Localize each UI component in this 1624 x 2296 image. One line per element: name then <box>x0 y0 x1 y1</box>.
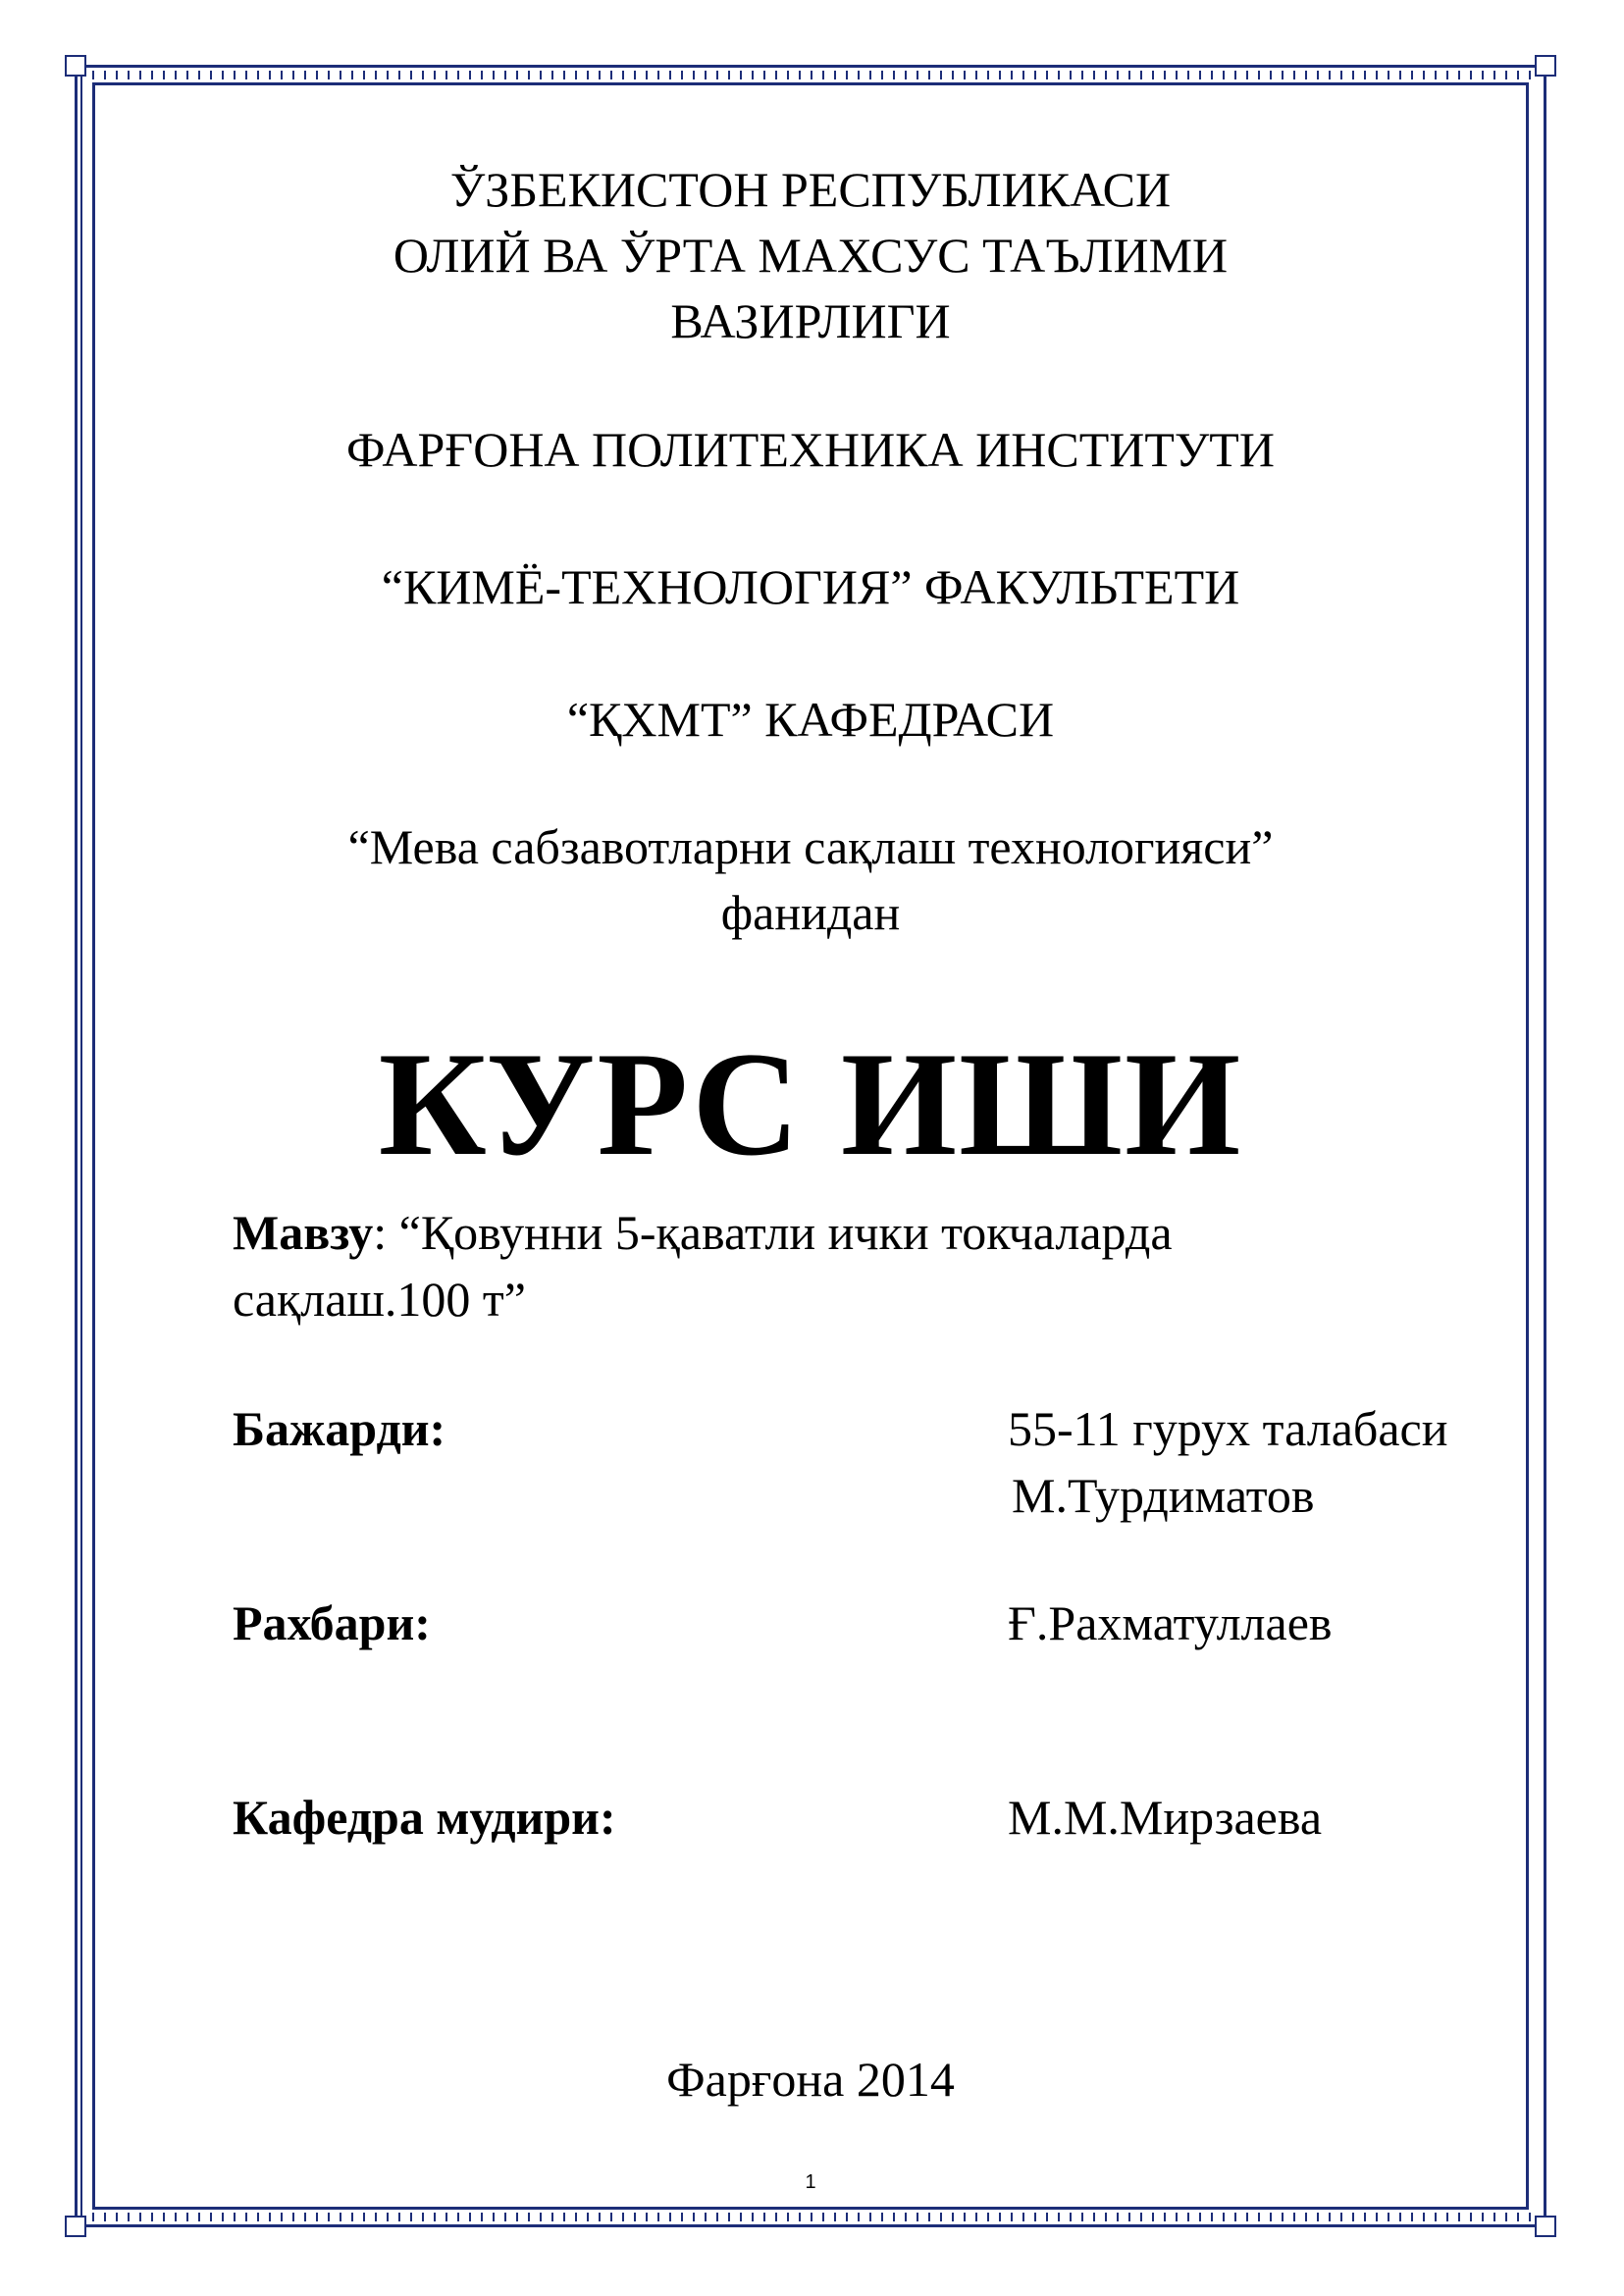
subject-block <box>92 814 1529 946</box>
topic-text-line-2: сақлаш.100 т” <box>233 1272 526 1327</box>
subject-suffix: фанидан <box>720 885 901 940</box>
head-of-department-label: Кафедра мудири: <box>233 1790 616 1845</box>
city-year: Фарғона 2014 <box>666 2052 955 2107</box>
performed-label: Бажарди: <box>233 1401 446 1456</box>
ministry-line-3: ВАЗИРЛИГИ <box>670 293 951 348</box>
head-of-department-name: М.М.Мирзаева <box>1008 1790 1323 1845</box>
ministry-header <box>92 157 1529 354</box>
faculty-name: “КИМЁ-ТЕХНОЛОГИЯ” ФАКУЛЬТЕТИ <box>381 559 1240 614</box>
page-number: 1 <box>805 2171 816 2193</box>
supervisor-label: Рахбари: <box>233 1595 431 1650</box>
department-name: “ҚХМТ” КАФЕДРАСИ <box>566 692 1055 747</box>
performed-student-name: М.Турдиматов <box>1012 1468 1315 1523</box>
topic-label: Мавзу <box>233 1205 374 1260</box>
institute-name: ФАРҒОНА ПОЛИТЕХНИКА ИНСТИТУТИ <box>346 422 1275 477</box>
subject-name: “Мева сабзавотларни сақлаш технологияси” <box>347 819 1274 874</box>
frame-corner-bottom-right <box>1535 2216 1556 2237</box>
performed-group: 55-11 гурух талабаси <box>1008 1401 1448 1456</box>
frame-corner-top-left <box>65 55 86 77</box>
frame-corner-top-right <box>1535 55 1556 77</box>
topic-text-line-1: : “Қовунни 5-қаватли ички токчаларда <box>373 1205 1173 1260</box>
ministry-line-1: ЎЗБЕКИСТОН РЕСПУБЛИКАСИ <box>449 162 1172 217</box>
frame-corner-bottom-left <box>65 2216 86 2237</box>
topic-block <box>233 1199 1390 1332</box>
supervisor-name: Ғ.Рахматуллаев <box>1008 1595 1333 1650</box>
ministry-line-2: ОЛИЙ ВА ЎРТА МАХСУС ТАЪЛИМИ <box>393 228 1229 283</box>
document-title: КУРС ИШИ <box>378 1021 1243 1186</box>
